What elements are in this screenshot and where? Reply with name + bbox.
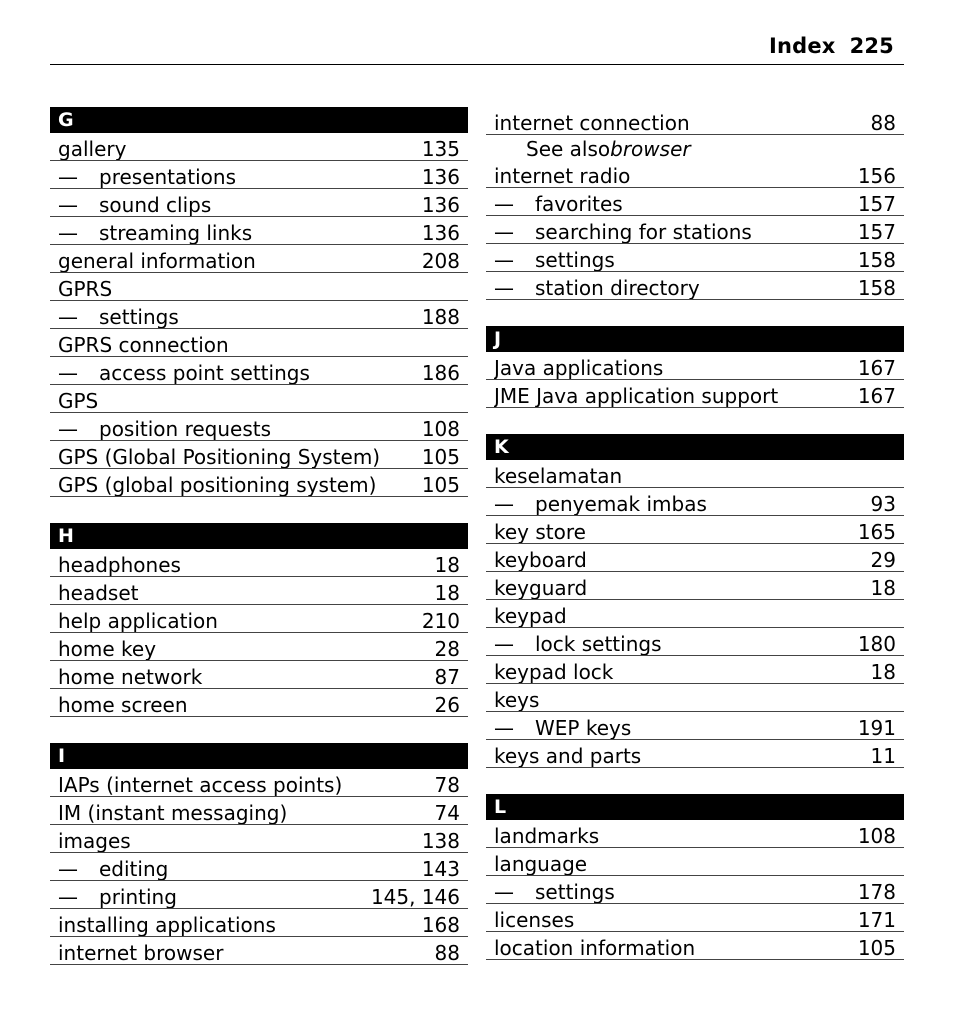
entry-term <box>494 249 858 271</box>
entry-term <box>58 914 422 936</box>
subentry-dash: — <box>58 858 78 880</box>
entry-term <box>494 112 871 134</box>
index-entry <box>50 273 468 301</box>
entry-page-number: 167 <box>857 384 896 408</box>
entry-page-number: 158 <box>857 276 896 300</box>
entry-term-text: GPRS connection <box>58 334 229 356</box>
index-entry <box>50 245 468 273</box>
entry-page-number: 18 <box>434 581 460 605</box>
entry-page-number: 105 <box>421 445 460 469</box>
index-subentry <box>50 301 468 329</box>
section-letter-bar: H <box>50 523 468 549</box>
entry-term-text: editing <box>99 858 169 880</box>
entry-term-text: internet radio <box>494 165 631 187</box>
subentry-dash: — <box>494 881 514 903</box>
index-entry <box>50 797 468 825</box>
index-subentry <box>486 488 904 516</box>
entry-term-text: lock settings <box>535 633 662 655</box>
entry-term-text: gallery <box>58 138 127 160</box>
entry-page-number: 108 <box>857 824 896 848</box>
section-letter-bar: J <box>486 326 904 352</box>
index-subentry <box>50 881 468 909</box>
entry-term <box>58 334 460 356</box>
entry-page-number: 18 <box>870 576 896 600</box>
index-entry <box>50 825 468 853</box>
subentry-dash: — <box>58 362 78 384</box>
entry-term <box>58 610 422 632</box>
entry-term <box>494 221 858 243</box>
index-entry <box>486 544 904 572</box>
index-subentry <box>486 188 904 216</box>
index-column-left <box>50 107 468 965</box>
entry-term <box>494 717 858 739</box>
index-entry <box>50 577 468 605</box>
subentry-dash: — <box>58 418 78 440</box>
index-entry <box>50 385 468 413</box>
entry-term <box>58 858 422 880</box>
entry-page-number: 93 <box>870 492 896 516</box>
entry-term <box>58 554 435 576</box>
index-entry <box>486 848 904 876</box>
entry-term-text: keselamatan <box>494 465 623 487</box>
entry-page-number: 157 <box>857 192 896 216</box>
section-letter-bar: L <box>486 794 904 820</box>
index-entry <box>50 661 468 689</box>
entry-term <box>58 138 422 160</box>
index-entry <box>50 769 468 797</box>
entry-term <box>58 166 422 188</box>
entry-term <box>58 774 435 796</box>
entry-term-text: searching for stations <box>535 221 752 243</box>
entry-term <box>58 250 422 272</box>
index-entry <box>50 689 468 717</box>
index-entry <box>50 329 468 357</box>
index-entry <box>50 441 468 469</box>
entry-term <box>58 694 435 716</box>
entry-page-number: 135 <box>421 137 460 161</box>
entry-term-text: GPS (global positioning system) <box>58 474 377 496</box>
entry-term <box>494 633 858 655</box>
entry-term-text: IM (instant messaging) <box>58 802 288 824</box>
entry-term <box>494 193 858 215</box>
header-title: Index <box>768 34 836 58</box>
entry-page-number: 11 <box>870 744 896 768</box>
entry-term-text: IAPs (internet access points) <box>58 774 343 796</box>
entry-term-text: keypad <box>494 605 567 627</box>
entry-term-text: help application <box>58 610 218 632</box>
entry-page-number: 105 <box>857 936 896 960</box>
entry-term <box>58 306 422 328</box>
entry-page-number: 28 <box>434 637 460 661</box>
entry-term-text: key store <box>494 521 586 543</box>
entry-page-number: 18 <box>434 553 460 577</box>
entry-term-text: settings <box>99 306 179 328</box>
index-entry <box>486 107 904 135</box>
entry-page-number: 180 <box>857 632 896 656</box>
entry-term-text: presentations <box>99 166 237 188</box>
section-gap <box>50 717 468 743</box>
index-entry <box>50 633 468 661</box>
index-subentry <box>486 628 904 656</box>
entry-term-text: images <box>58 830 131 852</box>
entry-term <box>58 362 422 384</box>
entry-page-number: 178 <box>857 880 896 904</box>
section-gap <box>486 300 904 326</box>
see-also-target: browser <box>610 137 691 161</box>
subentry-dash: — <box>58 166 78 188</box>
entry-page-number: 186 <box>421 361 460 385</box>
entry-term-text: headphones <box>58 554 181 576</box>
entry-page-number: 88 <box>434 941 460 965</box>
entry-term <box>58 446 422 468</box>
entry-page-number: 29 <box>870 548 896 572</box>
entry-page-number: 74 <box>434 801 460 825</box>
entry-page-number: 208 <box>421 249 460 273</box>
index-entry <box>50 469 468 497</box>
subentry-dash: — <box>58 194 78 216</box>
entry-term-text: keyguard <box>494 577 588 599</box>
entry-term <box>494 881 858 903</box>
entry-term <box>58 474 422 496</box>
entry-term <box>494 577 871 599</box>
index-entry <box>486 740 904 768</box>
entry-term-text: penyemak imbas <box>535 493 707 515</box>
entry-term-text: language <box>494 853 588 875</box>
index-entry <box>486 600 904 628</box>
entry-term <box>494 909 858 931</box>
index-entry <box>50 909 468 937</box>
entry-page-number: 136 <box>421 221 460 245</box>
index-entry <box>486 684 904 712</box>
entry-term-text: streaming links <box>99 222 253 244</box>
index-entry <box>50 937 468 965</box>
index-entry <box>50 605 468 633</box>
entry-term-text: GPRS <box>58 278 113 300</box>
entry-term-text: licenses <box>494 909 575 931</box>
index-subentry <box>50 189 468 217</box>
entry-page-number: 143 <box>421 857 460 881</box>
entry-term-text: WEP keys <box>535 717 632 739</box>
entry-term-text: position requests <box>99 418 272 440</box>
subentry-dash: — <box>58 886 78 908</box>
entry-page-number: 158 <box>857 248 896 272</box>
subentry-dash: — <box>494 717 514 739</box>
section-gap <box>486 408 904 434</box>
entry-term <box>58 194 422 216</box>
entry-page-number: 88 <box>870 111 896 135</box>
entry-page-number: 145, 146 <box>370 885 460 909</box>
entry-term-text: keys and parts <box>494 745 642 767</box>
entry-term-text: access point settings <box>99 362 310 384</box>
entry-page-number: 157 <box>857 220 896 244</box>
index-subentry <box>50 217 468 245</box>
entry-term <box>494 853 896 875</box>
entry-term-text: sound clips <box>99 194 212 216</box>
entry-term-text: settings <box>535 881 615 903</box>
entry-term-text: JME Java application support <box>494 385 779 407</box>
entry-term-text: keypad lock <box>494 661 614 683</box>
entry-term <box>494 937 858 959</box>
entry-term-text: station directory <box>535 277 700 299</box>
entry-page-number: 168 <box>421 913 460 937</box>
page-number: 225 <box>849 34 894 58</box>
entry-term <box>494 465 896 487</box>
entry-term <box>494 277 858 299</box>
section-letter-bar: I <box>50 743 468 769</box>
entry-term <box>494 605 896 627</box>
entry-term <box>58 802 435 824</box>
index-subentry <box>50 161 468 189</box>
entry-term <box>58 638 435 660</box>
entry-page-number: 136 <box>421 193 460 217</box>
index-entry <box>486 516 904 544</box>
entry-term <box>58 222 422 244</box>
index-entry <box>486 460 904 488</box>
entry-term-text: location information <box>494 937 696 959</box>
entry-term-text: GPS <box>58 390 99 412</box>
index-entry <box>486 572 904 600</box>
entry-term <box>58 418 422 440</box>
entry-term <box>58 666 435 688</box>
index-subentry <box>50 357 468 385</box>
subentry-dash: — <box>494 633 514 655</box>
entry-page-number: 210 <box>421 609 460 633</box>
index-entry <box>50 549 468 577</box>
index-entry <box>486 820 904 848</box>
index-subentry <box>486 272 904 300</box>
entry-page-number: 26 <box>434 693 460 717</box>
index-subentry <box>486 216 904 244</box>
subentry-dash: — <box>494 277 514 299</box>
entry-page-number: 167 <box>857 356 896 380</box>
index-subentry <box>486 712 904 740</box>
see-also-label: See also <box>526 137 611 161</box>
see-also-entry <box>486 135 904 160</box>
subentry-dash: — <box>494 249 514 271</box>
entry-page-number: 136 <box>421 165 460 189</box>
entry-term <box>494 825 858 847</box>
index-subentry <box>486 244 904 272</box>
entry-term <box>494 689 896 711</box>
entry-term <box>58 942 435 964</box>
entry-term <box>58 390 460 412</box>
subentry-dash: — <box>58 306 78 328</box>
entry-term-text: keyboard <box>494 549 587 571</box>
entry-term <box>58 830 422 852</box>
entry-page-number: 156 <box>857 164 896 188</box>
entry-term-text: home screen <box>58 694 188 716</box>
section-gap <box>50 497 468 523</box>
entry-page-number: 18 <box>870 660 896 684</box>
index-subentry <box>50 413 468 441</box>
entry-page-number: 171 <box>857 908 896 932</box>
entry-term-text: internet connection <box>494 112 690 134</box>
entry-page-number: 78 <box>434 773 460 797</box>
index-entry <box>486 160 904 188</box>
entry-term <box>494 385 858 407</box>
index-entry <box>50 133 468 161</box>
section-gap <box>486 768 904 794</box>
entry-term <box>58 278 460 300</box>
section-letter-bar: G <box>50 107 468 133</box>
entry-term-text: internet browser <box>58 942 224 964</box>
entry-term-text: headset <box>58 582 139 604</box>
entry-page-number: 87 <box>434 665 460 689</box>
entry-term <box>494 493 871 515</box>
section-letter-bar: K <box>486 434 904 460</box>
entry-term <box>494 661 871 683</box>
index-entry <box>486 904 904 932</box>
entry-page-number: 191 <box>857 716 896 740</box>
subentry-dash: — <box>58 222 78 244</box>
entry-term <box>494 745 871 767</box>
index-column-right <box>486 107 904 960</box>
entry-page-number: 108 <box>421 417 460 441</box>
entry-term-text: GPS (Global Positioning System) <box>58 446 381 468</box>
entry-page-number: 105 <box>421 473 460 497</box>
index-entry <box>486 932 904 960</box>
entry-term <box>494 549 871 571</box>
entry-term-text: printing <box>99 886 177 908</box>
entry-term-text: home network <box>58 666 203 688</box>
entry-term <box>58 886 371 908</box>
subentry-dash: — <box>494 493 514 515</box>
entry-term <box>58 582 435 604</box>
entry-term-text: keys <box>494 689 540 711</box>
entry-term <box>494 521 858 543</box>
entry-page-number: 165 <box>857 520 896 544</box>
index-entry <box>486 380 904 408</box>
subentry-dash: — <box>494 193 514 215</box>
entry-term <box>494 357 858 379</box>
entry-term-text: Java applications <box>494 357 664 379</box>
entry-term-text: landmarks <box>494 825 600 847</box>
entry-page-number: 138 <box>421 829 460 853</box>
subentry-dash: — <box>494 221 514 243</box>
entry-term-text: home key <box>58 638 157 660</box>
index-subentry <box>50 853 468 881</box>
header-rule <box>50 64 904 65</box>
page-header <box>769 34 894 58</box>
entry-term-text: installing applications <box>58 914 276 936</box>
index-subentry <box>486 876 904 904</box>
entry-term <box>494 165 858 187</box>
index-entry <box>486 352 904 380</box>
entry-page-number: 188 <box>421 305 460 329</box>
entry-term-text: general information <box>58 250 256 272</box>
entry-term-text: favorites <box>535 193 623 215</box>
index-entry <box>486 656 904 684</box>
entry-term-text: settings <box>535 249 615 271</box>
